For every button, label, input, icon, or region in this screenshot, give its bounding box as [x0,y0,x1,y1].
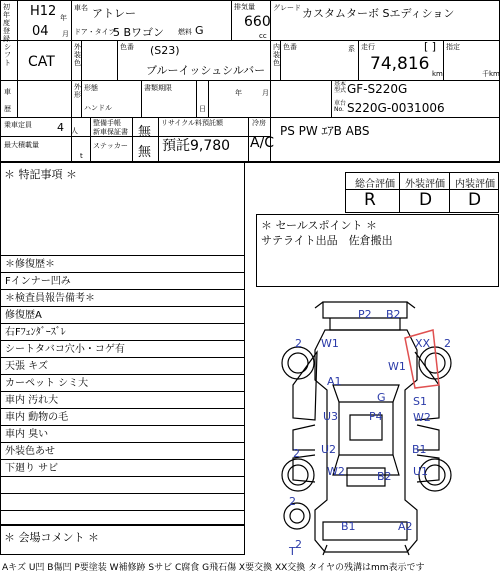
damage-label: P4 [369,410,383,423]
inspection-item: シートタバコ穴小・コゲ有 [1,341,245,358]
damage-label: B1 [341,520,356,533]
mileage: 74,816 [370,54,430,74]
car-name: アトレー [92,7,136,20]
damage-label: U2 [321,443,337,456]
damage-label: 2 [293,447,300,460]
interior-rating: D [468,190,482,210]
equipment: PS PW ｴｱB ABS [280,124,370,138]
overall-rating-label: 総合評価 [355,179,395,190]
capacity: 4 [57,121,64,134]
damage-label: B1 [412,443,427,456]
model-label: 形態 [84,84,98,92]
repair-note: Fインナー凹み [1,273,245,290]
recycle-label: リサイクル料預託額 [161,119,224,127]
doc-day-unit: 日 [199,105,206,113]
cc-unit: cc [259,32,267,40]
sales-point-title: ＊ セールスポイント ＊ [261,219,378,232]
doc-period-label: 書類期限 [144,84,172,92]
damage-label: XX [415,337,431,350]
reg-month: 04 [32,24,49,39]
color-code-label: 色番 [120,43,134,51]
damage-label: U1 [413,465,429,478]
history-label: 車歴 [4,88,11,113]
inspection-item: 天張 キズ [1,358,245,375]
damage-label: 2 [444,337,451,350]
damage-label: W1 [321,337,339,350]
warranty-label: 新車保証書 [93,128,128,136]
inspection-item: 右Fﾌｪﾝﾀﾞｰｽﾞﾚ [1,324,245,341]
damage-label: W1 [388,360,406,373]
interior-rating-label: 内装評価 [455,179,495,190]
doc-year-unit: 年 [235,89,242,97]
damage-label: 2 [295,538,302,551]
damage-label: 2 [289,495,296,508]
warranty: 無 [138,125,152,140]
exterior-label: 外形 [74,83,81,99]
overall-rating: R [364,190,376,210]
sticker: 無 [138,145,152,160]
capacity-label: 乗車定員 [4,121,32,129]
capacity-unit: 人 [71,127,78,135]
damage-label: 2 [295,337,302,350]
color-name: ブルーイッシュシルバー [146,64,266,77]
manual-label: 整備手帳 [93,119,121,127]
inspection-list [0,256,245,525]
era-year: H12 [30,4,57,19]
damage-label: W2 [413,411,431,424]
legend: Aキズ U凹 B傷凹 P要塗装 W補修跡 Sサビ C腐食 G飛石傷 X要交換 XX交換 タイヤの残溝はmm表示です [2,563,425,573]
door-type-label: ドア・タイプ [74,28,116,36]
car-name-label: 車名 [74,4,88,12]
load-label: 最大積載量 [4,141,39,149]
inspection-item: 修復歴A [1,307,245,324]
color-code: (S23) [150,44,180,57]
exterior-rating: D [419,190,433,210]
damage-label: B2 [386,308,401,321]
venue-comment-title: ＊ 会場コメント ＊ [4,531,99,544]
inspection-blank-row [1,477,245,494]
door-type: 5 Bワゴン [113,26,165,39]
mileage-bracket: [ ] [424,40,437,53]
damage-label: U3 [323,410,339,423]
sales-point-text: サテライト出品 佐倉搬出 [261,234,393,247]
damage-label: W2 [327,465,345,478]
recycle: 預託9,780 [162,138,231,154]
damage-label: S1 [413,395,427,408]
inspection-item: 車内 臭い [1,426,245,443]
handle-label: ハンドル [84,104,112,112]
damage-label: A2 [398,520,413,533]
car-damage-diagram [255,290,500,565]
inspection-blank-row [1,494,245,511]
damage-label: G [377,391,386,404]
year-unit: 年 [60,14,67,22]
month-unit: 月 [62,30,69,38]
shift-label: シフト [4,43,11,67]
fuel-value: G [195,24,204,37]
grade: カスタムターボ Sエディション [302,7,455,20]
repair-title: ＊修復歴＊ [1,256,245,273]
rear-left-wheel-icon [282,459,314,491]
displacement-label: 排気量 [234,3,255,11]
inspection-item: 車内 汚れ大 [1,392,245,409]
doc-month-unit: 月 [262,89,269,97]
type-code-label: 基本型式 [334,81,347,94]
inspection-item: 下廻り サビ [1,460,245,477]
type-code: GF-S220G [347,82,408,96]
first-reg-label: 初年度登録 [3,3,10,43]
ac-label: 冷房 [252,119,266,127]
int-color-suffix: 系 [348,45,355,53]
damage-label: T [289,545,296,558]
mileage-label: 走行 [361,43,375,51]
rated-label: 指定 [446,43,460,51]
exterior-rating-label: 外装評価 [405,179,445,190]
ac: A/C [250,135,275,151]
damage-label: P2 [358,308,372,321]
mileage-unit: km [432,70,443,78]
ext-color-label: 外装色 [74,43,81,67]
grade-label: グレード [273,4,301,12]
chassis-label: 車台No. [334,100,347,113]
int-color-label: 内装色 [273,43,280,67]
damage-label: A1 [327,375,342,388]
rated-unit: 千km [482,70,500,78]
sticker-label: ステッカー [93,142,128,150]
inspection-item: 車内 動物の毛 [1,409,245,426]
inspection-item: 外装色あせ [1,443,245,460]
damage-label: B2 [377,470,392,483]
inspection-item: カーペット シミ大 [1,375,245,392]
special-notes-title: ＊ 特記事項 ＊ [4,168,77,181]
chassis: S220G-0031006 [347,101,445,115]
inspection-title: ＊検査員報告備考＊ [1,290,245,307]
displacement: 660 [244,14,271,30]
shift: CAT [28,54,55,70]
fuel-label: 燃料 [178,28,192,36]
spare-wheel-icon [284,503,310,529]
load-unit: t [80,152,83,160]
int-color-code-label: 色番 [283,43,297,51]
